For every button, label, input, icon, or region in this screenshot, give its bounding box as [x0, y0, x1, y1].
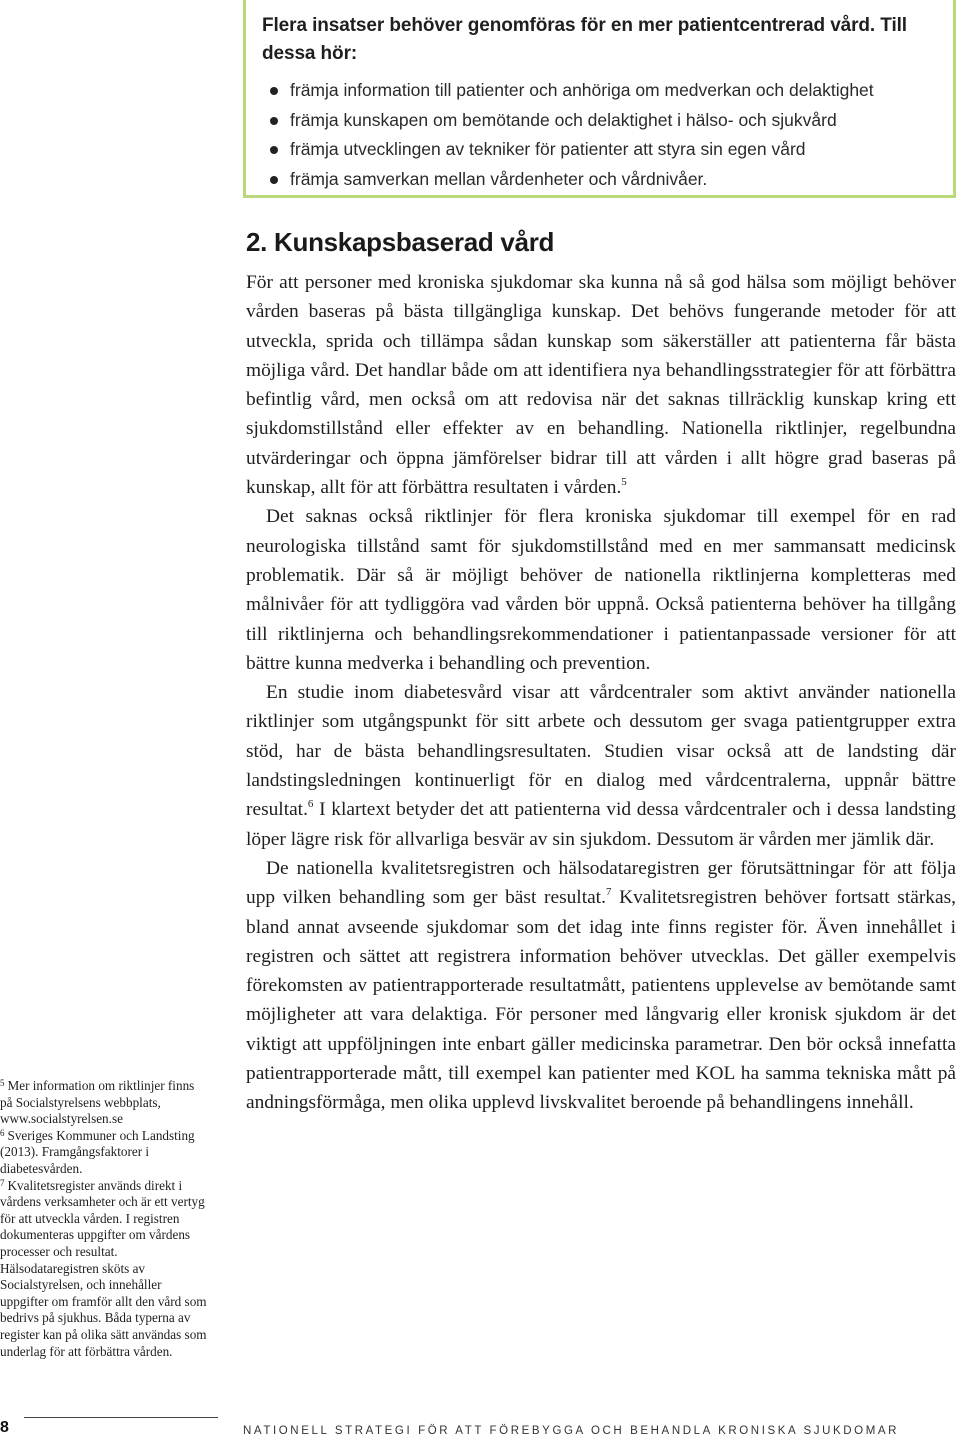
running-footer-title: NATIONELL STRATEGI FÖR ATT FÖREBYGGA OCH BEHANDLA KRONISKA SJUKDOMAR — [243, 1425, 900, 1437]
page-number: 8 — [0, 1419, 9, 1436]
callout-list — [262, 76, 941, 194]
footnote-5 — [0, 1078, 210, 1128]
footnote-number: 6 — [0, 1127, 5, 1138]
body-text — [246, 268, 956, 1118]
paragraph-3-text-a: En studie inom diabetesvård visar att vårdcentraler som aktivt använder nationella riktlinjer som utgångspunkt för sitt arbete och dessutom ger svaga patientgrupper extra stöd, har de bästa behandlingsresultaten. Studien visar också att de landsting där landstingsledningen kontinuerligt för en dialog med vårdcentralerna, uppnår bättre resultat. — [246, 682, 956, 821]
footnote-text: Sveriges Kommuner och Landsting (2013). Framgångsfaktorer i diabetesvården. — [0, 1127, 195, 1176]
footnote-number: 7 — [0, 1177, 5, 1188]
footnote-ref-6: 6 — [307, 798, 314, 811]
paragraph-1 — [246, 268, 956, 502]
paragraph-2: Det saknas också riktlinjer för flera kroniska sjukdomar till exempel för en rad neurologiska tillstånd samt för sjukdomstillstånd med en mer sammansatt medicinsk problematik. Där så är möjligt behöver de nationella riktlinjerna kompletteras med målnivåer för att tydliggöra vad vården bör uppnå. Också patienterna behöver ha tillgång till riktlinjerna och behandlingsrekommendationer i patientanpassade versioner för att bättre kunna medverka i behandling och prevention. — [246, 506, 956, 674]
footnote-number: 5 — [0, 1078, 5, 1088]
footnote-text: Mer information om riktlinjer finns på Socialstyrelsens webbplats, www.socialstyrelsen.se — [0, 1078, 195, 1127]
callout-item: främja utvecklingen av tekniker för patienter att styra sin egen vård — [262, 135, 941, 165]
footnote-ref-5: 5 — [621, 476, 627, 489]
footnote-ref-7: 7 — [605, 886, 612, 899]
paragraph-3 — [246, 678, 956, 854]
footnote-text: Kvalitetsregister används direkt i vårdens verksamheter och är ett vertyg för att utveckla vården. I registren dokumenteras uppgifter om vårdens processer och resultat. Hälsodataregistren sköts av Socialstyrelsen, och innehåller uppgifter om framför allt den vård som bedrivs på sjukhus. Båda typerna av register kan på olika sätt användas som underlag för att förbättra vården. — [0, 1177, 207, 1359]
callout-item: främja information till patienter och anhöriga om medverkan och delaktighet — [262, 76, 941, 106]
footnote-6 — [0, 1128, 210, 1178]
sidebar-footnotes — [0, 1078, 210, 1360]
main-content — [246, 224, 956, 1118]
callout-box — [243, 0, 956, 198]
paragraph-4-text-b: Kvalitetsregistren behöver fortsatt stärkas, bland annat avseende sjukdomar som det idag inte finns register för. Även innehållet i registren och sättet att registrera information behöver utvecklas. Det gäller exempelvis förekomsten av patientrapporterade resultatmått, patientens upplevelse av bemötande samt möjligheter att vara delaktiga. För personer med långvarig eller kronisk sjukdom är det viktigt att uppföljningen inte enbart gäller medicinska parametrar. Den bör också innefatta patientrapporterade mått, till exempel kan patienter med KOL ha samma tekniska mått på andningsförmåga, men olika upplevd livskvalitet beroende på behandlingens innehåll. — [246, 887, 956, 1114]
callout-lead: Flera insatser behöver genomföras för en mer patientcentrerad vård. Till dessa hör: — [262, 15, 907, 64]
paragraph-3-text-b: I klartext betyder det att patienterna vid dessa vårdcentraler och i dessa landsting löper lägre risk för allvarliga besvär av sin sjukdom. Dessutom är vården mer jämlik där. — [246, 799, 956, 850]
paragraph-4 — [246, 854, 956, 1118]
footer-divider — [24, 1417, 218, 1418]
callout-item: främja samverkan mellan vårdenheter och vårdnivåer. — [262, 165, 941, 195]
section-heading: 2. Kunskapsbaserad vård — [246, 227, 555, 257]
paragraph-4-text-a: De nationella kvalitetsregistren och hälsodataregistren ger förutsättningar för att följa upp vilken behandling som ger bäst resultat. — [246, 857, 956, 909]
footnote-7 — [0, 1178, 210, 1361]
paragraph-1-text: För att personer med kroniska sjukdomar ska kunna nå så god hälsa som möjligt behöver vården baseras på bästa tillgängliga kunskap. Det behövs fungerande metoder för att utveckla, sprida och tillämpa sådan kunskap som säkerställer att patienterna får bästa möjliga vård. Det handlar både om att identifiera nya behandlingsstrategier för att förbättra befintlig vård, men också om att redovisa när det saknas tillräcklig kunskap kring ett sjukdomstillstånd eller effekter av en behandling. Nationella riktlinjer, regelbundna utvärderingar och öppna jämförelser bidrar till att vården i allt högre grad baseras på kunskap, allt för att förbättra resultaten i vården. — [246, 272, 956, 499]
callout-item: främja kunskapen om bemötande och delaktighet i hälso- och sjukvård — [262, 106, 941, 136]
